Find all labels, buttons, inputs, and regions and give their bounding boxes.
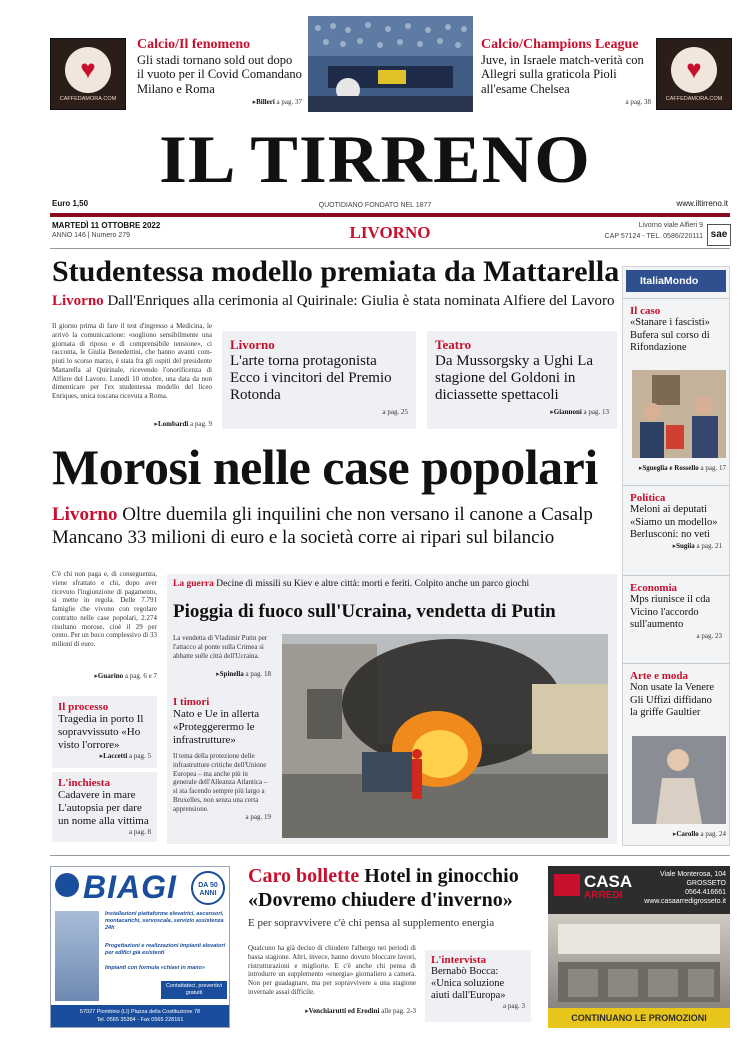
biagi-cta[interactable]: Contattateci, preventivi gratuiti — [161, 981, 227, 999]
lead2-body: C'è chi non paga e, di conseguenza, viene sfrattato e chi, dopo aver ricevuto l'ingiunzione di pagamento, si mette in regola. Delle 7.791 famiglie che vivono con regolare contratto nelle case popolari, 2.274 risultano morose, cioè il 29 per cento. Per un buco complessivo di 33 milioni di euro. — [52, 570, 157, 648]
bollette-kicker: Caro bollette — [248, 865, 360, 887]
site-link[interactable]: www.iltirreno.it — [676, 199, 728, 208]
bollette-body: Qualcuno ha già deciso di chiudere l'albergo nei periodi di bassa stagione. Altri, invece, hanno dovuto bloccare lavori, ristrutturazioni e migliorie. E c'è anche chi pensa di introdurre un supplemento «energia» giornaliero a camera. Non per guadagnare, ma per sopravvivere a una stagione invernale assai difficile. — [248, 944, 416, 996]
lead1-body: Il giorno prima di fare il test d'ingresso a Medicina, le arrivò la comunicazione: «sogliono sensibilmente una giornata di riposo e di comprensibile tensione», ci racconta, le Giulia Benedettini, che hanno avanti compiuti lo scorso marzo, è stata fra gli ospiti del presidente Mattarella al Quirinale, ricevendo l'onorificenza di Alfiere del Lavoro. Lunedì 10 ottobre, una data da non dimenticare per l'ex studentessa modello del liceo Enriques, unica toscana ricevuta a Roma. — [52, 322, 212, 400]
elevator-image — [55, 911, 99, 1001]
bollette-headline-block[interactable] — [248, 864, 538, 912]
processo-kicker: Il processo — [58, 701, 109, 713]
phone: CAP 57124 - TEL. 0586/220111 — [604, 233, 703, 240]
sidebar-item-il-caso[interactable] — [622, 298, 730, 359]
right-teaser-text: Juve, in Israele match-verità con Allegri sulla graticola Pioli all'esame Chelsea — [481, 53, 644, 96]
right-teaser[interactable] — [481, 37, 651, 106]
cafe-logo-label: CAFFEDAMORA.COM — [59, 95, 117, 102]
sidebar-ref: ▸Sugiia a pag. 21 — [672, 541, 722, 550]
timori-kicker: I timori — [173, 696, 210, 708]
inchiesta-kicker: L'inchiesta — [58, 777, 110, 789]
bollette-headline: Hotel in ginocchio «Dovremo chiudere d'inverno» — [248, 865, 519, 911]
box-teatro-ref: ▸Giannoni a pag. 13 — [550, 408, 609, 416]
timori-title: Nato e Ue in allerta «Proteggerermo le infrastrutture» — [173, 708, 260, 746]
lead2-summary1: Oltre duemila gli inquilini che non versano il canone a Casalp — [122, 504, 593, 525]
sidebar-text: Meloni ai deputati «Siamo un modello» Berlusconi: no veti — [630, 504, 718, 541]
processo-text: Tragedia in porto Il sopravvissuto «Ho visto l'orrore» — [58, 713, 144, 751]
lead1-kicker: Livorno — [52, 293, 104, 309]
box-teatro[interactable] — [427, 331, 617, 429]
heart-icon: ♥ — [80, 54, 96, 84]
casa-house-icon — [554, 874, 580, 896]
box-teatro-kicker: Teatro — [435, 337, 472, 352]
heart-icon: ♥ — [686, 54, 702, 84]
left-teaser-text: Gli stadi tornano sold out dopo il vuoto per il Covid Comandano Milano e Roma — [137, 53, 302, 96]
kitchen-image — [548, 914, 730, 1008]
right-teaser-kicker: Calcio/Champions League — [481, 37, 639, 52]
ad-biagi[interactable] — [50, 866, 230, 1028]
cafe-logo-label: CAFFEDAMORA.COM — [665, 95, 723, 102]
kitchen-graphic — [548, 914, 730, 1008]
left-teaser[interactable] — [137, 37, 302, 106]
edition-label: LIVORNO — [349, 223, 431, 242]
two-men-graphic — [632, 370, 726, 458]
processo-box[interactable] — [52, 696, 157, 768]
divider — [50, 248, 730, 249]
lead2-summary-line2: Mancano 33 milioni di euro e la società corre ai ripari sul bilancio — [52, 527, 555, 548]
sidebar-kicker: Arte e moda — [630, 670, 689, 682]
biagi-logo-mark — [55, 873, 79, 897]
sidebar-item-arte[interactable] — [622, 663, 730, 724]
left-teaser-ref: ▸Billeri a pag. 37 — [252, 98, 302, 107]
sidebar-caso-photo — [632, 370, 726, 458]
coffee-cup-icon — [671, 47, 717, 93]
intervista-kicker: L'intervista — [431, 954, 486, 966]
intervista-box[interactable] — [425, 950, 531, 1022]
war-body: La vendetta di Vladimir Putin per l'attacco al ponte sulla Crimea si abbatte sulle città dell'Ucraina. — [173, 634, 268, 660]
war-kicker-line — [173, 578, 613, 590]
sidebar-arte-ref: ▸Carollo a pag. 24 — [672, 830, 726, 838]
casa-brand1: CASA — [584, 872, 633, 891]
intervista-ref: a pag. 3 — [503, 1002, 525, 1010]
war-photo — [282, 634, 608, 838]
sidebar-arte-photo — [632, 736, 726, 824]
lead2-ref: ▸Guarino a pag. 6 e 7 — [94, 672, 157, 680]
sidebar-kicker: Economia — [630, 582, 678, 594]
sidebar-text: Mps riunisce il cda Vicino l'accordo sull'aumento — [630, 594, 711, 631]
stadium-photo — [308, 16, 473, 112]
sidebar-item-politica[interactable] — [622, 485, 730, 554]
model-graphic — [632, 736, 726, 824]
inchiesta-box[interactable] — [52, 772, 157, 842]
war-headline[interactable]: Pioggia di fuoco sull'Ucraina, vendetta di Putin — [173, 601, 556, 622]
sidebar-item-economia[interactable] — [622, 575, 730, 644]
issue-date: MARTEDÌ 11 OTTOBRE 2022 — [52, 221, 161, 230]
inchiesta-text: Cadavere in mare L'autopsia per dare un nome alla vittima — [58, 789, 149, 827]
sidebar-caso-ref: ▸Sgueglia e Rossello a pag. 17 — [638, 464, 726, 472]
bottom-divider — [50, 855, 730, 856]
box-livorno-title: L'arte torna protagonista Ecco i vincitori del Premio Rotonda — [230, 353, 392, 403]
stadium-crowd-graphic — [308, 16, 473, 112]
box-livorno-kicker: Livorno — [230, 337, 275, 352]
war-kicker: La guerra — [173, 579, 214, 589]
masthead-rule — [50, 213, 730, 217]
coffee-cup-icon — [65, 47, 111, 93]
inchiesta-ref: a pag. 8 — [129, 828, 151, 836]
lead1-ref: ▸Lombardi a pag. 9 — [154, 420, 212, 428]
bollette-summary: E per sopravvivere c'è chi pensa al supplemento energia — [248, 917, 495, 929]
sidebar-header-label: ItaliaMondo — [640, 275, 699, 287]
lead2-kicker: Livorno — [52, 504, 118, 525]
bollette-ref: ▸Venchiarutti ed Erodini alle pag. 2-3 — [305, 1007, 416, 1015]
tagline: QUOTIDIANO FONDATO NEL 1877 — [318, 202, 432, 209]
biagi-line3: Impianti con formula «chiavi in mano» — [105, 965, 205, 971]
masthead-title[interactable]: IL TIRRENO — [159, 121, 591, 197]
right-teaser-ref: a pag. 38 — [625, 98, 651, 107]
address: Livorno viale Alfieri 9 — [638, 222, 703, 229]
processo-ref: ▸Laccetti a pag. 5 — [99, 752, 151, 760]
sidebar-kicker: Politica — [630, 492, 666, 504]
sidebar-ref: a pag. 23 — [696, 631, 722, 640]
price: Euro 1,50 — [52, 199, 89, 208]
biagi-badge: DA 50 ANNI — [191, 871, 225, 905]
biagi-line1: Installazioni piattaforme elevatrici, ascensori, montacarichi, servoscala, servizio assistenza 24h — [105, 911, 224, 931]
biagi-footer — [51, 1005, 229, 1027]
war-ref: ▸Spinella a pag. 18 — [216, 670, 271, 678]
war-kicker-text: Decine di missili su Kiev e altre città: morti e feriti. Colpito anche un parco giochi — [216, 579, 530, 589]
left-teaser-kicker: Calcio/Il fenomeno — [137, 37, 251, 52]
biagi-line2: Progettazioni e realizzazioni impianti elevatori per edifici già esistenti — [105, 943, 226, 956]
casa-tel: 0564.416661 — [685, 889, 726, 896]
biagi-tel: Tel. 0565 35384 - Fax 0565 228161 — [96, 1017, 184, 1023]
casa-city: GROSSETO — [686, 880, 726, 887]
sae-logo: sae — [707, 224, 731, 246]
lead1-summary-text: Dall'Enriques alla cerimonia al Quirinale: Giulia è stata nominata Alfiere del Lavoro — [107, 293, 615, 309]
lead2-summary-line1 — [52, 503, 622, 526]
casa-site[interactable]: www.casaarredigrosseto.it — [644, 898, 726, 905]
cafe-logo-left — [50, 38, 126, 110]
lead1-summary — [52, 292, 622, 310]
lead1-headline[interactable]: Studentessa modello premiata da Mattarella — [52, 255, 620, 288]
lead2-headline[interactable]: Morosi nelle case popolari — [52, 439, 598, 495]
casa-address: Viale Monterosa, 104 — [659, 871, 726, 878]
biagi-address: 57027 Piombino (LI) Piazza della Costituzione 78 — [79, 1009, 201, 1015]
casa-cta[interactable]: CONTINUANO LE PROMOZIONI — [548, 1008, 730, 1028]
box-livorno-ref: a pag. 25 — [382, 408, 408, 416]
box-livorno[interactable] — [222, 331, 416, 429]
box-teatro-title: Da Mussorgsky a Ughi La stagione del Goldoni in diciassette spettacoli — [435, 353, 594, 403]
timori-box — [173, 696, 271, 821]
timori-ref: a pag. 19 — [245, 813, 271, 822]
issue-number: ANNO 146 | Numero 279 — [52, 232, 131, 239]
intervista-text: Bernabò Bocca: «Unica soluzione aiuti dall'Europa» — [431, 966, 506, 1001]
burning-car-graphic — [282, 634, 608, 838]
timori-body: Il tema della protezione delle infrastrutture critiche dell'Unione Europea – ma anche più in generale dell'Alleanza Atlantica – si sta facendo sempre più largo a Bruxelles, non senza una certa apprensione. — [173, 752, 268, 813]
sidebar-text: «Stanare i fascisti» Bufera sul corso di Rifondazione — [630, 317, 710, 354]
biagi-brand: BIAGI — [83, 869, 177, 905]
sidebar-text: Non usate la Venere Gli Uffizi diffidano la griffe Gaultier — [630, 682, 715, 719]
ad-casa-arredi[interactable] — [548, 866, 730, 1028]
casa-contacts — [644, 870, 726, 906]
cafe-logo-right — [656, 38, 732, 110]
sidebar-kicker: Il caso — [630, 305, 661, 317]
sidebar-header — [626, 270, 726, 292]
casa-brand2: ARREDI — [584, 890, 623, 901]
